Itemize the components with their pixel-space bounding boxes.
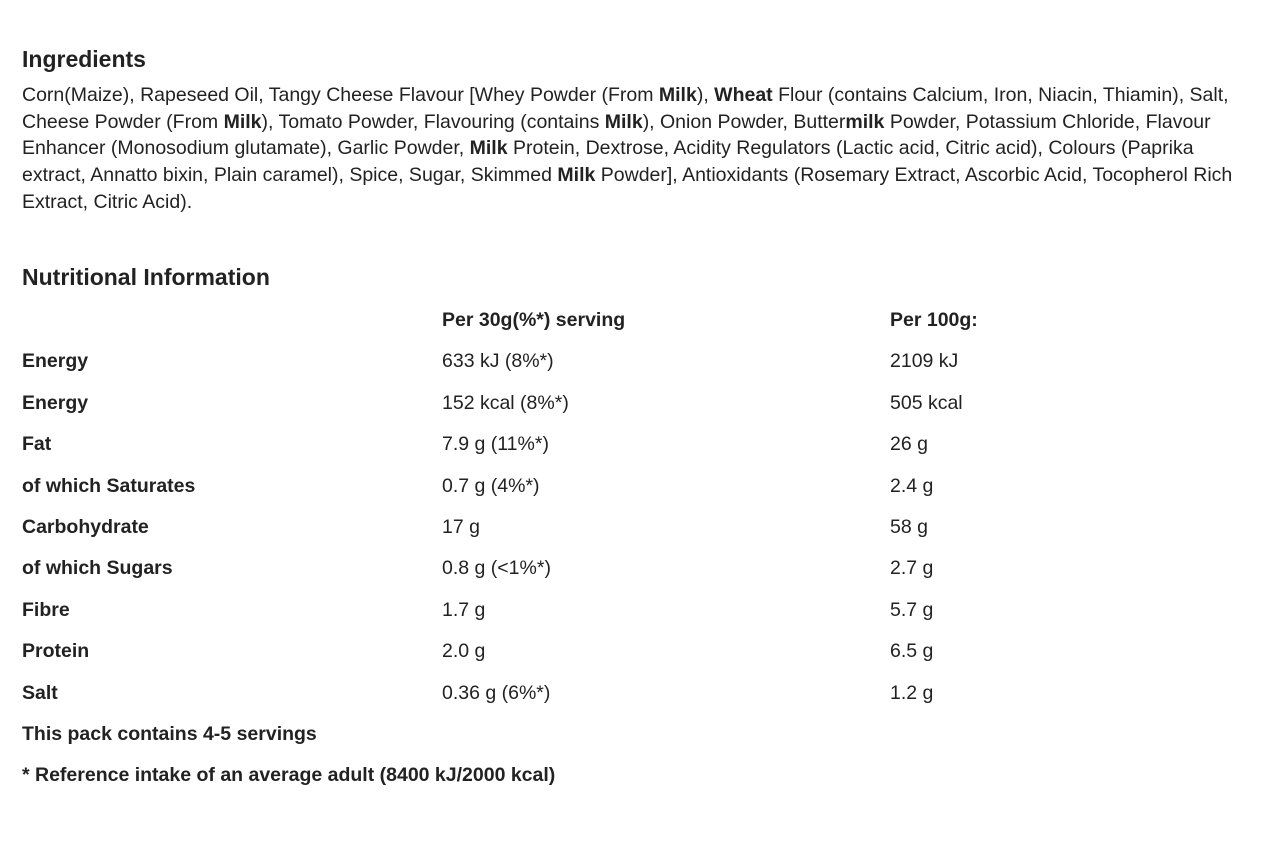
- per-serving-value: 17 g: [442, 515, 480, 538]
- per-100g-value: 1.2 g: [890, 681, 934, 704]
- header-per-100g: Per 100g:: [890, 309, 978, 331]
- servings-note: This pack contains 4-5 servings: [22, 722, 317, 745]
- per-serving-value: 0.36 g (6%*): [442, 681, 551, 704]
- ingredient-text: ), Onion Powder, Butter: [642, 110, 846, 133]
- header-per-serving: Per 30g(%*) serving: [442, 309, 626, 331]
- nutrition-row: [22, 548, 1262, 589]
- nutrition-heading: Nutritional Information: [22, 264, 270, 290]
- allergen-text: milk: [845, 110, 885, 133]
- per-100g-value: 2109 kJ: [890, 350, 959, 373]
- ingredient-text: Flour (contains Calcium, Iron, Niacin, Thiamin), Salt, Cheese Powder (From: [22, 84, 1229, 133]
- nutrient-name: Carbohydrate: [22, 515, 149, 538]
- per-100g-value: 58 g: [890, 515, 928, 538]
- nutrient-name: of which Sugars: [22, 557, 173, 580]
- per-100g-value: 5.7 g: [890, 598, 934, 621]
- nutrient-name: Salt: [22, 681, 58, 704]
- nutrition-row: [22, 341, 1262, 382]
- ingredient-text: Corn(Maize), Rapeseed Oil, Tangy Cheese Flavour [Whey Powder (From: [22, 84, 659, 106]
- per-serving-value: 0.7 g (4%*): [442, 474, 540, 497]
- per-serving-value: 152 kcal (8%*): [442, 391, 569, 414]
- nutrition-row: [22, 590, 1262, 631]
- nutrition-row: [22, 507, 1262, 548]
- nutrient-name: Energy: [22, 350, 89, 373]
- per-100g-value: 2.4 g: [890, 474, 934, 497]
- per-100g-value: 2.7 g: [890, 557, 934, 580]
- nutrition-row: [22, 424, 1262, 465]
- allergen-text: Milk: [223, 110, 262, 133]
- per-serving-value: 633 kJ (8%*): [442, 350, 554, 373]
- per-100g-value: 26 g: [890, 433, 928, 456]
- nutrition-row: [22, 631, 1262, 672]
- per-100g-value: 6.5 g: [890, 640, 934, 663]
- ingredient-text: ), Tomato Powder, Flavouring (contains: [261, 110, 605, 133]
- reference-intake-note: * Reference intake of an average adult (8400 kJ/2000 kcal): [22, 764, 556, 787]
- per-serving-value: 1.7 g: [442, 598, 486, 621]
- nutrient-name: Fibre: [22, 598, 70, 621]
- per-serving-value: 0.8 g (<1%*): [442, 557, 551, 580]
- per-serving-value: 2.0 g: [442, 640, 486, 663]
- ingredient-text: ),: [696, 84, 715, 106]
- nutrition-rows: [22, 341, 1262, 714]
- per-serving-value: 7.9 g (11%*): [442, 433, 549, 456]
- nutrient-name: of which Saturates: [22, 474, 196, 497]
- ingredient-text: Protein, Dextrose, Acidity Regulators (Lactic acid, Citric acid), Colours (Paprika extract, Annatto bixin, Plain caramel), Spice, Sugar, Skimmed: [22, 137, 1194, 187]
- nutrition-header-row: [22, 300, 1262, 341]
- allergen-text: Milk: [604, 110, 643, 133]
- nutrition-row: [22, 466, 1262, 507]
- nutrition-row: [22, 383, 1262, 424]
- ingredients-list: [22, 82, 1262, 216]
- nutrient-name: Energy: [22, 391, 89, 414]
- nutrition-row: [22, 673, 1262, 714]
- nutrient-name: Protein: [22, 640, 90, 663]
- nutrient-name: Fat: [22, 433, 52, 456]
- allergen-text: Milk: [469, 137, 508, 160]
- allergen-text: Milk: [557, 164, 596, 187]
- product-info-page: [22, 44, 1262, 787]
- ingredients-heading: Ingredients: [22, 46, 146, 72]
- ingredient-text: Powder, Potassium Chloride, Flavour Enhancer (Monosodium glutamate), Garlic Powder,: [22, 110, 1211, 160]
- per-100g-value: 505 kcal: [890, 391, 963, 414]
- allergen-text: Wheat: [714, 84, 773, 106]
- allergen-text: Milk: [658, 84, 697, 106]
- ingredient-text: Powder], Antioxidants (Rosemary Extract, Ascorbic Acid, Tocopherol Rich Extract, Citric Acid).: [22, 164, 1233, 213]
- nutrition-table: [22, 300, 1262, 797]
